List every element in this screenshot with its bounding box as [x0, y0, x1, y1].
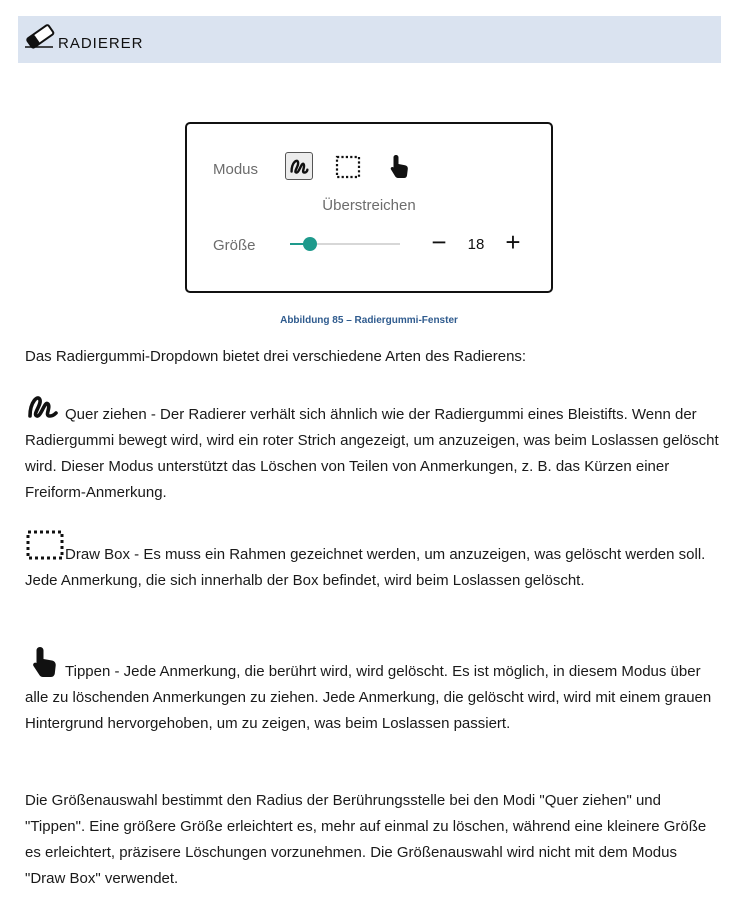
size-decrease-button[interactable]: −	[431, 227, 447, 257]
section-header	[18, 16, 721, 63]
tap-text: Tippen - Jede Anmerkung, die berührt wird, wird gelöscht. Es ist möglich, in diesem Modus über alle zu löschenden Anmerkungen zu ziehen. Jede Anmerkung, die gelöscht wird, wird mit einem grauen Hintergrund hervorgehoben, um zu zeigen, was beim Loslassen passiert.	[25, 663, 712, 732]
size-text: Die Größenauswahl bestimmt den Radius der Berührungsstelle bei den Modi "Quer ziehen" und "Tippen". Eine größere Größe erleichtert es, mehr auf einmal zu löschen, während eine kleinere Größe es erleichtert, präzisere Löschungen vorzunehmen. Die Größenauswahl wird nicht mit dem Modus "Draw Box" verwendet.	[25, 792, 707, 887]
swipe-paragraph	[25, 388, 720, 506]
tap-finger-icon	[25, 645, 65, 679]
figure-caption: Abbildung 85 – Radiergummi-Fenster	[280, 315, 458, 326]
swipe-text: Quer ziehen - Der Radierer verhält sich ähnlich wie der Radiergummi eines Bleistifts. Wenn der Radiergummi bewegt wird, wird ein roter Strich angezeigt, um anzuzeigen, was beim Loslassen gelöscht wird. Dieser Modus unterstützt das Löschen von Teilen von Anmerkungen, z. B. das Kürzen einer Freiform-Anmerkung.	[25, 406, 719, 501]
tap-mode-button[interactable]	[385, 152, 413, 180]
intro-paragraph	[25, 344, 720, 370]
size-slider-thumb[interactable]	[303, 237, 317, 251]
size-label: Größe	[213, 237, 256, 254]
size-value: 18	[467, 236, 485, 253]
size-increase-button[interactable]: +	[505, 227, 521, 257]
current-mode-name: Überstreichen	[322, 197, 416, 214]
eraser-icon	[23, 23, 57, 49]
draw-box-paragraph	[25, 528, 720, 594]
swipe-squiggle-icon	[25, 388, 65, 422]
dotted-box-icon	[334, 153, 362, 181]
draw-box-mode-button[interactable]	[334, 153, 362, 181]
mode-label: Modus	[213, 161, 259, 178]
eraser-panel	[185, 122, 553, 293]
section-title: RADIERER	[58, 35, 144, 52]
swipe-squiggle-icon	[286, 153, 312, 179]
draw-box-text: Draw Box - Es muss ein Rahmen gezeichnet werden, um anzuzeigen, was gelöscht werden soll. Jede Anmerkung, die sich innerhalb der Box befindet, wird beim Loslassen gelöscht.	[25, 546, 706, 589]
tap-finger-icon	[385, 152, 413, 180]
tap-paragraph	[25, 645, 720, 737]
swipe-mode-button[interactable]	[285, 152, 313, 180]
dotted-box-icon	[25, 528, 65, 562]
size-slider[interactable]	[290, 243, 400, 245]
intro-text: Das Radiergummi-Dropdown bietet drei verschiedene Arten des Radierens:	[25, 348, 527, 365]
size-paragraph	[25, 788, 720, 892]
